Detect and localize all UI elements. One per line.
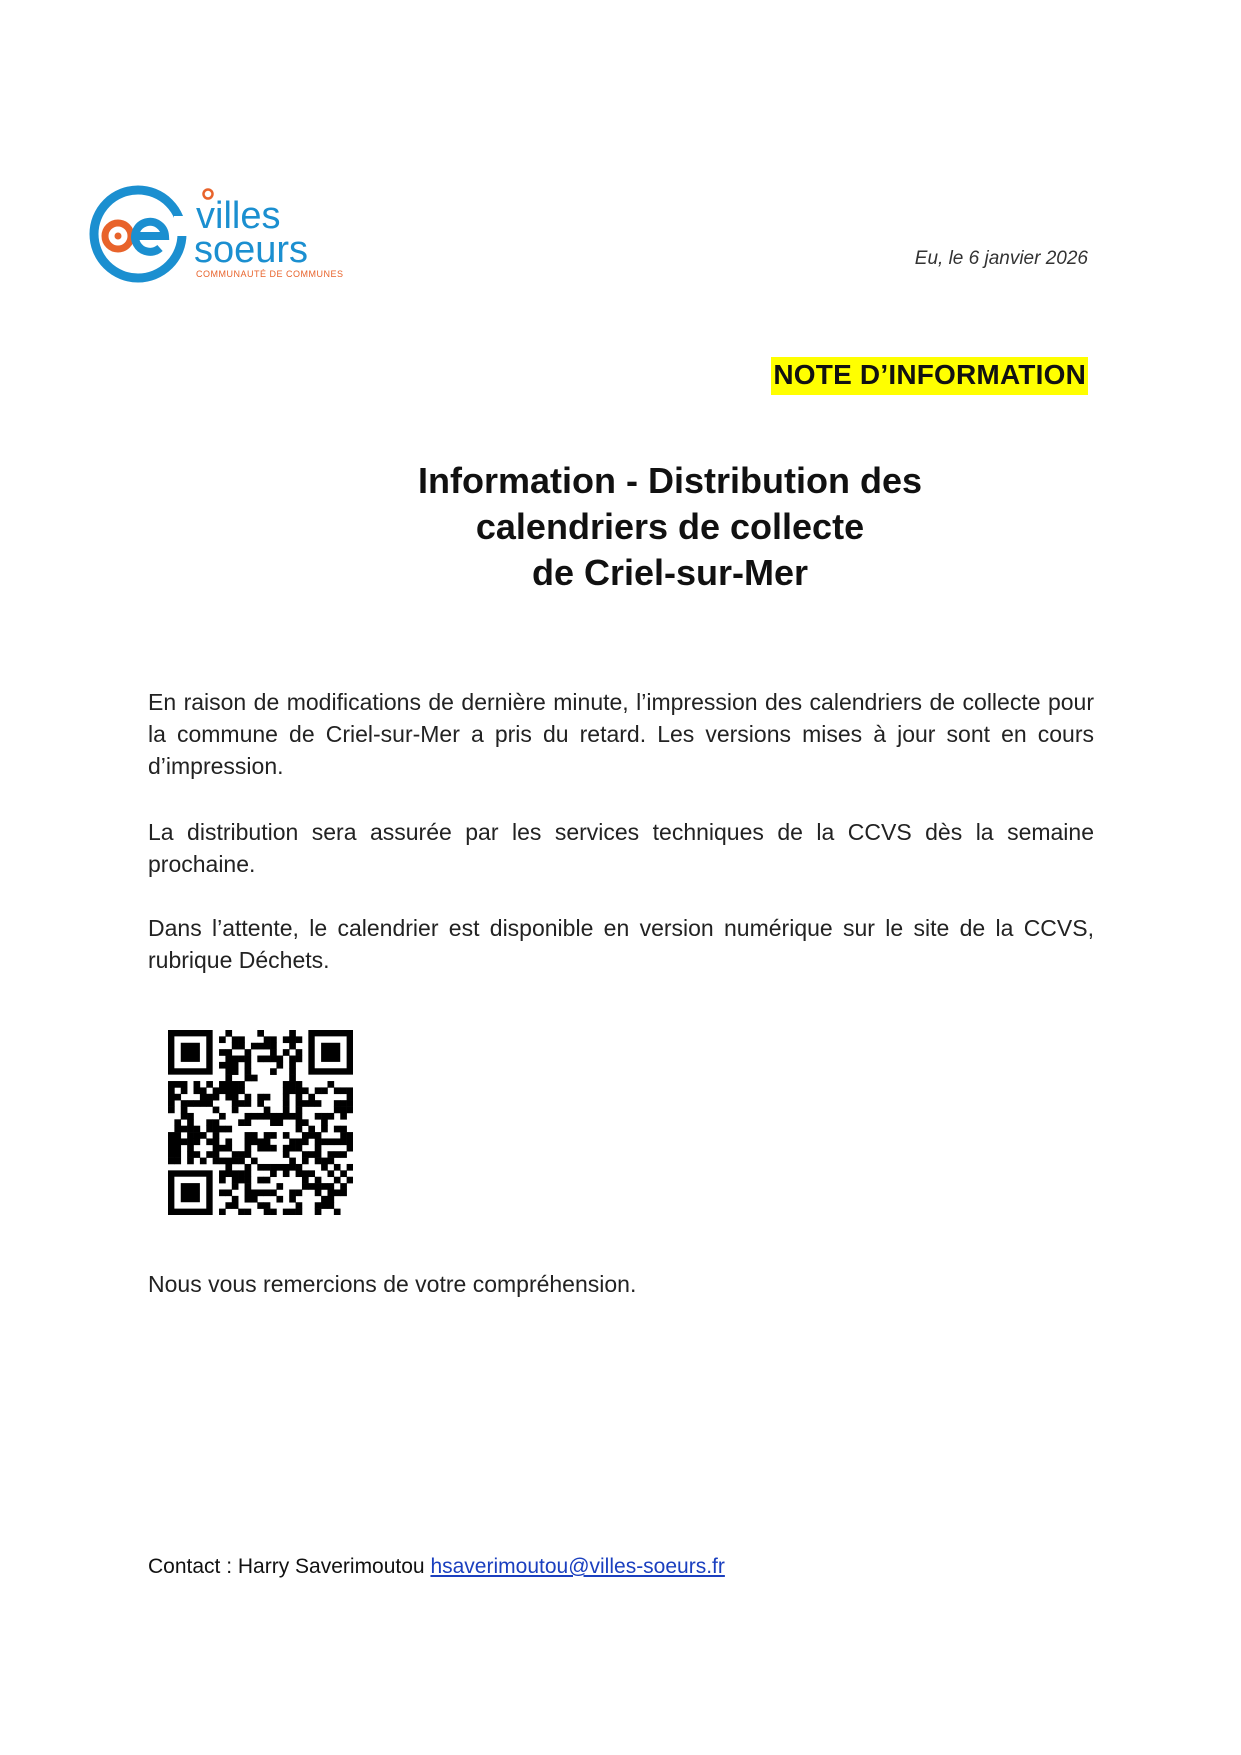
title-line-1: Information - Distribution des	[418, 460, 922, 501]
document-date: Eu, le 6 janvier 2026	[914, 248, 1088, 269]
paragraph-delay: En raison de modifications de dernière minute, l’impression des calendriers de collecte pour la commune de Criel-sur-Mer a pris du retard. Les versions mises à jour sont en cours d’impression.	[148, 689, 1094, 779]
contact-email-link[interactable]: hsaverimoutou@villes-soeurs.fr	[430, 1555, 725, 1578]
logo-line2: soeurs	[194, 229, 309, 271]
closing-thanks: Nous vous remercions de votre compréhension.	[148, 1271, 637, 1297]
logo-tagline: COMMUNAUTÉ DE COMMUNES	[196, 269, 344, 279]
logo-line1: villes	[196, 195, 281, 237]
title-line-2: calendriers de collecte	[475, 506, 865, 547]
paragraph-distribution: La distribution sera assurée par les services techniques de la CCVS dès la semaine prochaine.	[148, 819, 1094, 877]
contact-line	[148, 1555, 725, 1579]
note-information-label: NOTE D’INFORMATION	[771, 357, 1088, 395]
paragraph-digital-version: Dans l’attente, le calendrier est disponible en version numérique sur le site de la CCVS, rubrique Déchets.	[148, 915, 1094, 973]
document-title	[360, 458, 980, 596]
qr-code[interactable]	[168, 1030, 353, 1215]
contact-label: Contact : Harry Saverimoutou	[148, 1555, 425, 1578]
title-line-3: de Criel-sur-Mer	[531, 552, 809, 593]
villes-soeurs-logo	[88, 182, 358, 290]
